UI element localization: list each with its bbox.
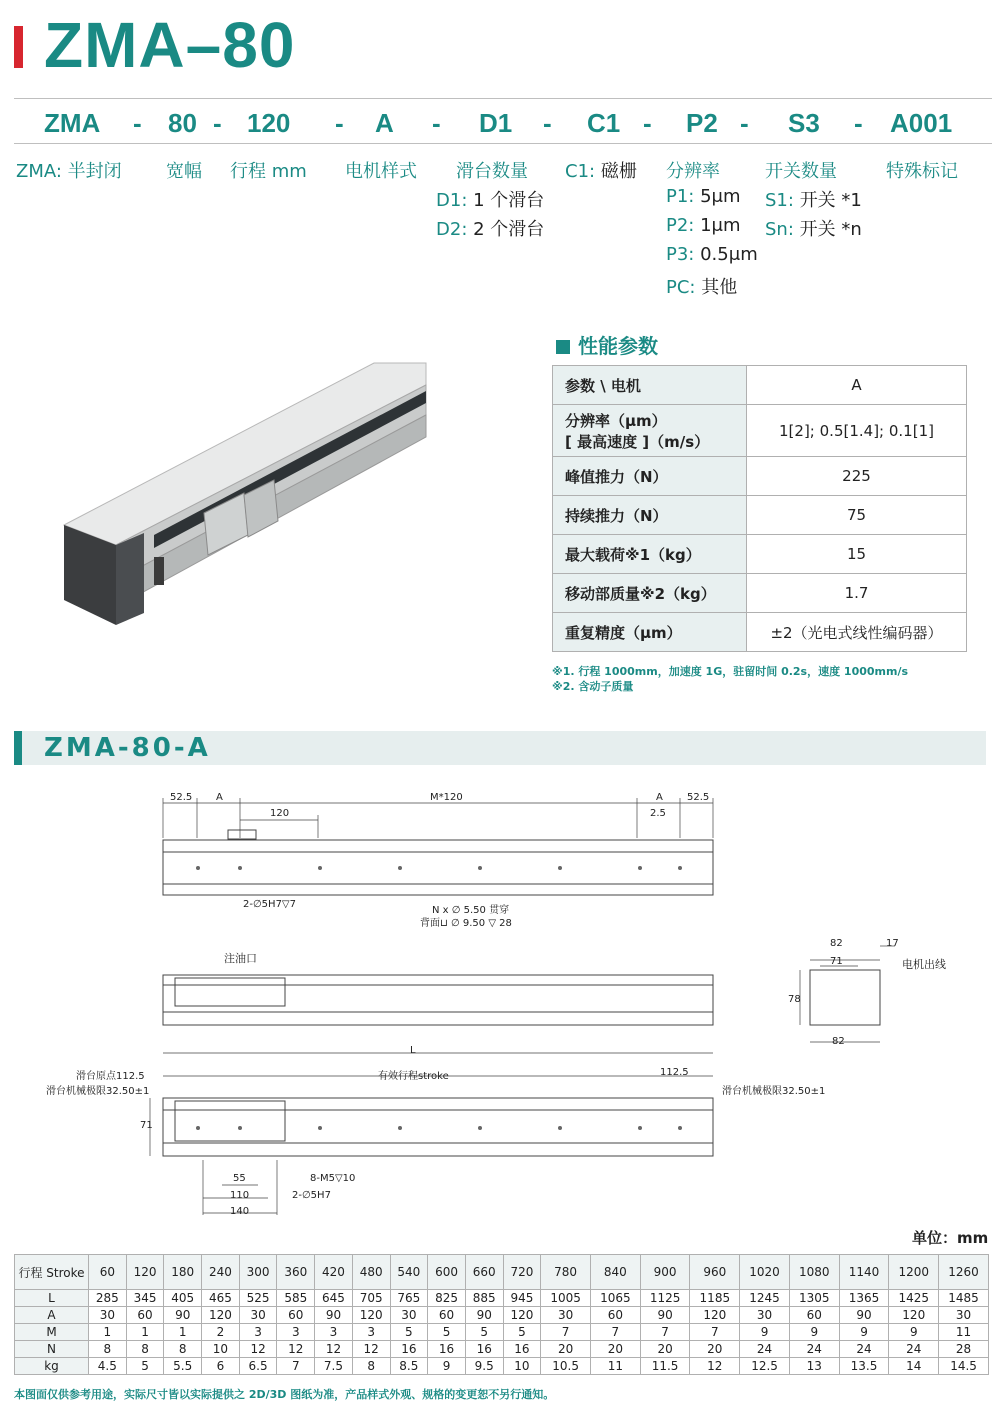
stroke-cell: 60 bbox=[126, 1307, 164, 1324]
stroke-cell: 8 bbox=[352, 1358, 390, 1375]
oil-port-label: 注油口 bbox=[224, 952, 257, 965]
stroke-cell: 5 bbox=[503, 1324, 541, 1341]
stroke-cell: 30 bbox=[740, 1307, 790, 1324]
stroke-cell: 7 bbox=[541, 1324, 591, 1341]
perf-heading bbox=[556, 330, 658, 359]
stroke-row-label: A bbox=[15, 1307, 89, 1324]
desc-p2 bbox=[666, 215, 741, 236]
perf-row bbox=[553, 457, 967, 496]
stroke-cell: 5.5 bbox=[164, 1358, 202, 1375]
section-accent-bar bbox=[14, 731, 22, 765]
desc-p1-val: 5μm bbox=[700, 186, 741, 207]
stroke-row-label: kg bbox=[15, 1358, 89, 1375]
stroke-cell: 10.5 bbox=[541, 1358, 591, 1375]
perf-key-line2: [ 最高速度 ]（m/s） bbox=[565, 432, 710, 451]
product-image bbox=[44, 345, 444, 635]
stroke-cell: 12.5 bbox=[740, 1358, 790, 1375]
code-part: - bbox=[543, 108, 552, 138]
stroke-cell: 20 bbox=[640, 1341, 690, 1358]
unit-label: 单位：mm bbox=[912, 1229, 989, 1247]
dim-label: 120 bbox=[270, 808, 290, 819]
dim-label: 82 bbox=[830, 938, 843, 949]
stroke-cell: 3 bbox=[315, 1324, 353, 1341]
stroke-cell: 360 bbox=[277, 1255, 315, 1290]
perf-key: 最大载荷※1（kg） bbox=[553, 535, 747, 574]
stroke-cell: 1185 bbox=[690, 1290, 740, 1307]
stroke-body bbox=[15, 1290, 989, 1375]
stroke-cell: 14 bbox=[889, 1358, 939, 1375]
stroke-cell: 7 bbox=[640, 1324, 690, 1341]
stroke-cell: 6.5 bbox=[239, 1358, 277, 1375]
desc-motor: 电机样式 bbox=[345, 161, 417, 182]
stroke-cell: 765 bbox=[390, 1290, 428, 1307]
desc-pc-val: 其他 bbox=[701, 277, 738, 298]
stroke-cell: 7 bbox=[690, 1324, 740, 1341]
perf-value: 15 bbox=[747, 535, 967, 574]
stroke-cell: 8 bbox=[164, 1341, 202, 1358]
stroke-cell: 12 bbox=[690, 1358, 740, 1375]
perf-value: 1[2]; 0.5[1.4]; 0.1[1] bbox=[747, 405, 967, 457]
stroke-label: 有效行程stroke bbox=[378, 1071, 449, 1082]
code-part: - bbox=[854, 108, 863, 138]
dim-label: L bbox=[410, 1045, 416, 1056]
stroke-cell: 1305 bbox=[789, 1290, 839, 1307]
desc-d1-key: D1: bbox=[436, 190, 468, 211]
desc-d2 bbox=[436, 215, 544, 241]
code-part: S3 bbox=[788, 108, 820, 138]
stroke-cell: 30 bbox=[939, 1307, 989, 1324]
stroke-cell: 9 bbox=[428, 1358, 466, 1375]
stroke-cell: 1485 bbox=[939, 1290, 989, 1307]
stroke-cell: 11 bbox=[939, 1324, 989, 1341]
stroke-cell: 30 bbox=[541, 1307, 591, 1324]
dim-label: 112.5 bbox=[660, 1067, 689, 1078]
dim-label: 17 bbox=[886, 938, 899, 949]
stroke-cell: 20 bbox=[690, 1341, 740, 1358]
stroke-cell: 12 bbox=[239, 1341, 277, 1358]
code-part: - bbox=[432, 108, 441, 138]
stroke-cell: 7 bbox=[590, 1324, 640, 1341]
stroke-cell: 9.5 bbox=[465, 1358, 503, 1375]
perf-key-line1: 分辨率（μm） bbox=[565, 411, 667, 430]
stroke-cell: 11 bbox=[590, 1358, 640, 1375]
stroke-table bbox=[14, 1254, 989, 1375]
stroke-cell: 780 bbox=[541, 1255, 591, 1290]
perf-key: 持续推力（N） bbox=[553, 496, 747, 535]
square-icon bbox=[556, 340, 570, 354]
dim-label: 140 bbox=[230, 1206, 250, 1217]
stroke-cell: 1140 bbox=[839, 1255, 889, 1290]
stroke-cell: 1200 bbox=[889, 1255, 939, 1290]
stroke-cell: 600 bbox=[428, 1255, 466, 1290]
perf-row bbox=[553, 535, 967, 574]
stroke-cell: 4.5 bbox=[89, 1358, 127, 1375]
stroke-header-label: 行程 Stroke bbox=[15, 1255, 89, 1290]
desc-slider-count: 滑台数量 bbox=[456, 161, 528, 182]
stroke-cell: 6 bbox=[202, 1358, 240, 1375]
stroke-cell: 3 bbox=[239, 1324, 277, 1341]
stroke-cell: 720 bbox=[503, 1255, 541, 1290]
stroke-row-label: L bbox=[15, 1290, 89, 1307]
code-part: - bbox=[335, 108, 344, 138]
stroke-cell: 13.5 bbox=[839, 1358, 889, 1375]
desc-sn bbox=[765, 215, 862, 241]
perf-table bbox=[552, 365, 967, 652]
stroke-cell: 28 bbox=[939, 1341, 989, 1358]
stroke-row bbox=[15, 1307, 989, 1324]
desc-c1-key: C1: bbox=[565, 161, 596, 182]
dim-label: 2.5 bbox=[650, 808, 666, 819]
stroke-cell: 1 bbox=[89, 1324, 127, 1341]
perf-key: 峰值推力（N） bbox=[553, 457, 747, 496]
stroke-cell: 705 bbox=[352, 1290, 390, 1307]
stroke-cell: 5 bbox=[428, 1324, 466, 1341]
stroke-cell: 9 bbox=[789, 1324, 839, 1341]
desc-zma: ZMA: 半封闭 bbox=[16, 161, 122, 182]
desc-d2-key: D2: bbox=[436, 219, 468, 240]
title-divider bbox=[14, 98, 992, 99]
stroke-cell: 1125 bbox=[640, 1290, 690, 1307]
stroke-cell: 12 bbox=[277, 1341, 315, 1358]
stroke-cell: 8.5 bbox=[390, 1358, 428, 1375]
desc-d1 bbox=[436, 186, 544, 212]
perf-row bbox=[553, 405, 967, 457]
desc-d2-val: 2 个滑台 bbox=[473, 219, 545, 240]
perf-note-1: ※1. 行程 1000mm，加速度 1G，驻留时间 0.2s，速度 1000mm/s bbox=[552, 665, 909, 678]
mech-limit-label: 滑台机械极限32.50±1 bbox=[46, 1086, 150, 1097]
stroke-cell: 8 bbox=[89, 1341, 127, 1358]
perf-key bbox=[553, 405, 747, 457]
stroke-cell: 5 bbox=[390, 1324, 428, 1341]
desc-sn-val: 开关 *n bbox=[799, 219, 862, 240]
stroke-cell: 1 bbox=[126, 1324, 164, 1341]
perf-row bbox=[553, 613, 967, 652]
stroke-cell: 300 bbox=[239, 1255, 277, 1290]
desc-c1 bbox=[565, 157, 637, 183]
stroke-cell: 1365 bbox=[839, 1290, 889, 1307]
stroke-cell: 2 bbox=[202, 1324, 240, 1341]
stroke-header-row bbox=[15, 1255, 989, 1290]
stroke-cell: 945 bbox=[503, 1290, 541, 1307]
stroke-cell: 10 bbox=[202, 1341, 240, 1358]
stroke-cell: 120 bbox=[690, 1307, 740, 1324]
perf-value: 225 bbox=[747, 457, 967, 496]
code-part: 80 bbox=[168, 108, 197, 138]
stroke-row-label: N bbox=[15, 1341, 89, 1358]
stroke-cell: 120 bbox=[503, 1307, 541, 1324]
stroke-row bbox=[15, 1290, 989, 1307]
stroke-cell: 3 bbox=[352, 1324, 390, 1341]
stroke-cell: 1 bbox=[164, 1324, 202, 1341]
stroke-cell: 60 bbox=[277, 1307, 315, 1324]
stroke-cell: 90 bbox=[465, 1307, 503, 1324]
stroke-cell: 3 bbox=[277, 1324, 315, 1341]
stroke-cell: 240 bbox=[202, 1255, 240, 1290]
stroke-cell: 60 bbox=[590, 1307, 640, 1324]
stroke-cell: 11.5 bbox=[640, 1358, 690, 1375]
stroke-cell: 660 bbox=[465, 1255, 503, 1290]
desc-s1-val: 开关 *1 bbox=[799, 190, 862, 211]
code-part: - bbox=[213, 108, 222, 138]
stroke-cell: 14.5 bbox=[939, 1358, 989, 1375]
stroke-cell: 5 bbox=[465, 1324, 503, 1341]
stroke-cell: 960 bbox=[690, 1255, 740, 1290]
stroke-row bbox=[15, 1358, 989, 1375]
desc-p2-key: P2: bbox=[666, 215, 695, 236]
stroke-cell: 24 bbox=[839, 1341, 889, 1358]
stroke-cell: 90 bbox=[640, 1307, 690, 1324]
stroke-cell: 120 bbox=[352, 1307, 390, 1324]
stroke-cell: 1020 bbox=[740, 1255, 790, 1290]
stroke-cell: 420 bbox=[315, 1255, 353, 1290]
stroke-cell: 9 bbox=[889, 1324, 939, 1341]
stroke-cell: 8 bbox=[126, 1341, 164, 1358]
code-part: - bbox=[133, 108, 142, 138]
stroke-cell: 9 bbox=[740, 1324, 790, 1341]
motor-cable-label: 电机出线 bbox=[902, 958, 946, 971]
stroke-cell: 30 bbox=[390, 1307, 428, 1324]
desc-s1-key: S1: bbox=[765, 190, 794, 211]
stroke-cell: 90 bbox=[164, 1307, 202, 1324]
stroke-cell: 16 bbox=[503, 1341, 541, 1358]
perf-row bbox=[553, 574, 967, 613]
stroke-cell: 1245 bbox=[740, 1290, 790, 1307]
dim-label: 78 bbox=[788, 994, 801, 1005]
stroke-cell: 180 bbox=[164, 1255, 202, 1290]
stroke-cell: 9 bbox=[839, 1324, 889, 1341]
code-part: 120 bbox=[247, 108, 291, 138]
desc-p1 bbox=[666, 186, 741, 207]
desc-special: 特殊标记 bbox=[886, 161, 958, 182]
perf-heading-text: 性能参数 bbox=[578, 334, 658, 358]
stroke-cell: 24 bbox=[740, 1341, 790, 1358]
perf-notes bbox=[552, 664, 908, 694]
code-part: D1 bbox=[479, 108, 513, 138]
stroke-cell: 645 bbox=[315, 1290, 353, 1307]
dim-label: 71 bbox=[140, 1120, 153, 1131]
perf-row bbox=[553, 366, 967, 405]
dim-label: A bbox=[216, 792, 223, 803]
stroke-cell: 1080 bbox=[789, 1255, 839, 1290]
dim-label: M*120 bbox=[430, 792, 463, 803]
stroke-cell: 480 bbox=[352, 1255, 390, 1290]
code-part: C1 bbox=[587, 108, 621, 138]
stroke-cell: 1260 bbox=[939, 1255, 989, 1290]
stroke-row bbox=[15, 1341, 989, 1358]
stroke-cell: 16 bbox=[465, 1341, 503, 1358]
dim-label: 71 bbox=[830, 956, 843, 967]
code-part: A bbox=[375, 108, 394, 138]
stroke-cell: 1425 bbox=[889, 1290, 939, 1307]
stroke-cell: 20 bbox=[590, 1341, 640, 1358]
footer-disclaimer: 本图面仅供参考用途，实际尺寸皆以实际提供之 2D/3D 图纸为准，产品样式外观、规格的变更恕不另行通知。 bbox=[14, 1388, 555, 1401]
stroke-cell: 24 bbox=[889, 1341, 939, 1358]
desc-p3-key: P3: bbox=[666, 244, 695, 265]
code-part: ZMA bbox=[44, 108, 101, 138]
stroke-cell: 540 bbox=[390, 1255, 428, 1290]
stroke-cell: 16 bbox=[428, 1341, 466, 1358]
stroke-cell: 30 bbox=[89, 1307, 127, 1324]
hole-callout: 背面⊔ ∅ 9.50 ▽ 28 bbox=[420, 918, 512, 929]
stroke-cell: 120 bbox=[202, 1307, 240, 1324]
perf-key: 参数 \ 电机 bbox=[553, 366, 747, 405]
stroke-cell: 12 bbox=[315, 1341, 353, 1358]
dim-label: 55 bbox=[233, 1173, 246, 1184]
stroke-cell: 900 bbox=[640, 1255, 690, 1290]
code-divider bbox=[14, 143, 992, 144]
section-title: ZMA-80-A bbox=[44, 733, 211, 763]
desc-sn-key: Sn: bbox=[765, 219, 794, 240]
perf-value: A bbox=[747, 366, 967, 405]
stroke-cell: 24 bbox=[789, 1341, 839, 1358]
code-part: - bbox=[740, 108, 749, 138]
stroke-cell: 120 bbox=[126, 1255, 164, 1290]
stroke-cell: 20 bbox=[541, 1341, 591, 1358]
perf-value: 1.7 bbox=[747, 574, 967, 613]
stroke-cell: 60 bbox=[428, 1307, 466, 1324]
perf-key: 重复精度（μm） bbox=[553, 613, 747, 652]
stroke-cell: 60 bbox=[89, 1255, 127, 1290]
stroke-cell: 840 bbox=[590, 1255, 640, 1290]
desc-width: 宽幅 bbox=[166, 161, 202, 182]
stroke-cell: 13 bbox=[789, 1358, 839, 1375]
desc-s1 bbox=[765, 186, 862, 212]
stroke-cell: 7 bbox=[277, 1358, 315, 1375]
desc-d1-val: 1 个滑台 bbox=[473, 190, 545, 211]
stroke-cell: 585 bbox=[277, 1290, 315, 1307]
desc-pc-key: PC: bbox=[666, 277, 696, 298]
code-part: P2 bbox=[686, 108, 718, 138]
mech-limit-label: 滑台机械极限32.50±1 bbox=[722, 1086, 826, 1097]
desc-stroke: 行程 mm bbox=[230, 161, 307, 182]
stroke-cell: 90 bbox=[315, 1307, 353, 1324]
stroke-cell: 12 bbox=[352, 1341, 390, 1358]
stroke-cell: 1065 bbox=[590, 1290, 640, 1307]
dim-label: A bbox=[656, 792, 663, 803]
desc-p3 bbox=[666, 244, 758, 265]
dim-label: 82 bbox=[832, 1036, 845, 1047]
stroke-cell: 120 bbox=[889, 1307, 939, 1324]
stroke-cell: 60 bbox=[789, 1307, 839, 1324]
stroke-row-label: M bbox=[15, 1324, 89, 1341]
dim-label: 52.5 bbox=[687, 792, 710, 803]
perf-value: 75 bbox=[747, 496, 967, 535]
stroke-cell: 1005 bbox=[541, 1290, 591, 1307]
desc-pc bbox=[666, 273, 737, 299]
page-title: ZMA–80 bbox=[44, 9, 296, 81]
stroke-cell: 16 bbox=[390, 1341, 428, 1358]
desc-resolution: 分辨率 bbox=[666, 161, 720, 182]
desc-p1-key: P1: bbox=[666, 186, 695, 207]
desc-p3-val: 0.5μm bbox=[700, 244, 758, 265]
stroke-cell: 5 bbox=[126, 1358, 164, 1375]
stroke-row bbox=[15, 1324, 989, 1341]
stroke-cell: 285 bbox=[89, 1290, 127, 1307]
code-part: - bbox=[643, 108, 652, 138]
desc-c1-val: 磁栅 bbox=[600, 161, 637, 182]
hole-callout: 8-M5▽10 bbox=[310, 1173, 356, 1184]
stroke-cell: 7.5 bbox=[315, 1358, 353, 1375]
desc-switch-count: 开关数量 bbox=[765, 161, 837, 182]
hole-callout: 2-∅5H7 bbox=[292, 1190, 331, 1201]
stroke-cell: 345 bbox=[126, 1290, 164, 1307]
perf-value: ±2（光电式线性编码器） bbox=[747, 613, 967, 652]
dim-label: 110 bbox=[230, 1190, 250, 1201]
perf-key: 移动部质量※2（kg） bbox=[553, 574, 747, 613]
stroke-cell: 90 bbox=[839, 1307, 889, 1324]
stroke-cell: 10 bbox=[503, 1358, 541, 1375]
stroke-cell: 825 bbox=[428, 1290, 466, 1307]
perf-row bbox=[553, 496, 967, 535]
stroke-cell: 885 bbox=[465, 1290, 503, 1307]
stroke-cell: 405 bbox=[164, 1290, 202, 1307]
title-accent-bar bbox=[14, 26, 23, 68]
dim-label: 52.5 bbox=[170, 792, 193, 803]
stroke-cell: 525 bbox=[239, 1290, 277, 1307]
desc-p2-val: 1μm bbox=[700, 215, 741, 236]
perf-note-2: ※2. 含动子质量 bbox=[552, 680, 634, 693]
stroke-cell: 465 bbox=[202, 1290, 240, 1307]
hole-callout: 2-∅5H7▽7 bbox=[243, 899, 296, 910]
code-part: A001 bbox=[890, 108, 953, 138]
stroke-cell: 30 bbox=[239, 1307, 277, 1324]
origin-label: 滑台原点112.5 bbox=[76, 1071, 145, 1082]
hole-callout: N x ∅ 5.50 贯穿 bbox=[432, 905, 510, 916]
